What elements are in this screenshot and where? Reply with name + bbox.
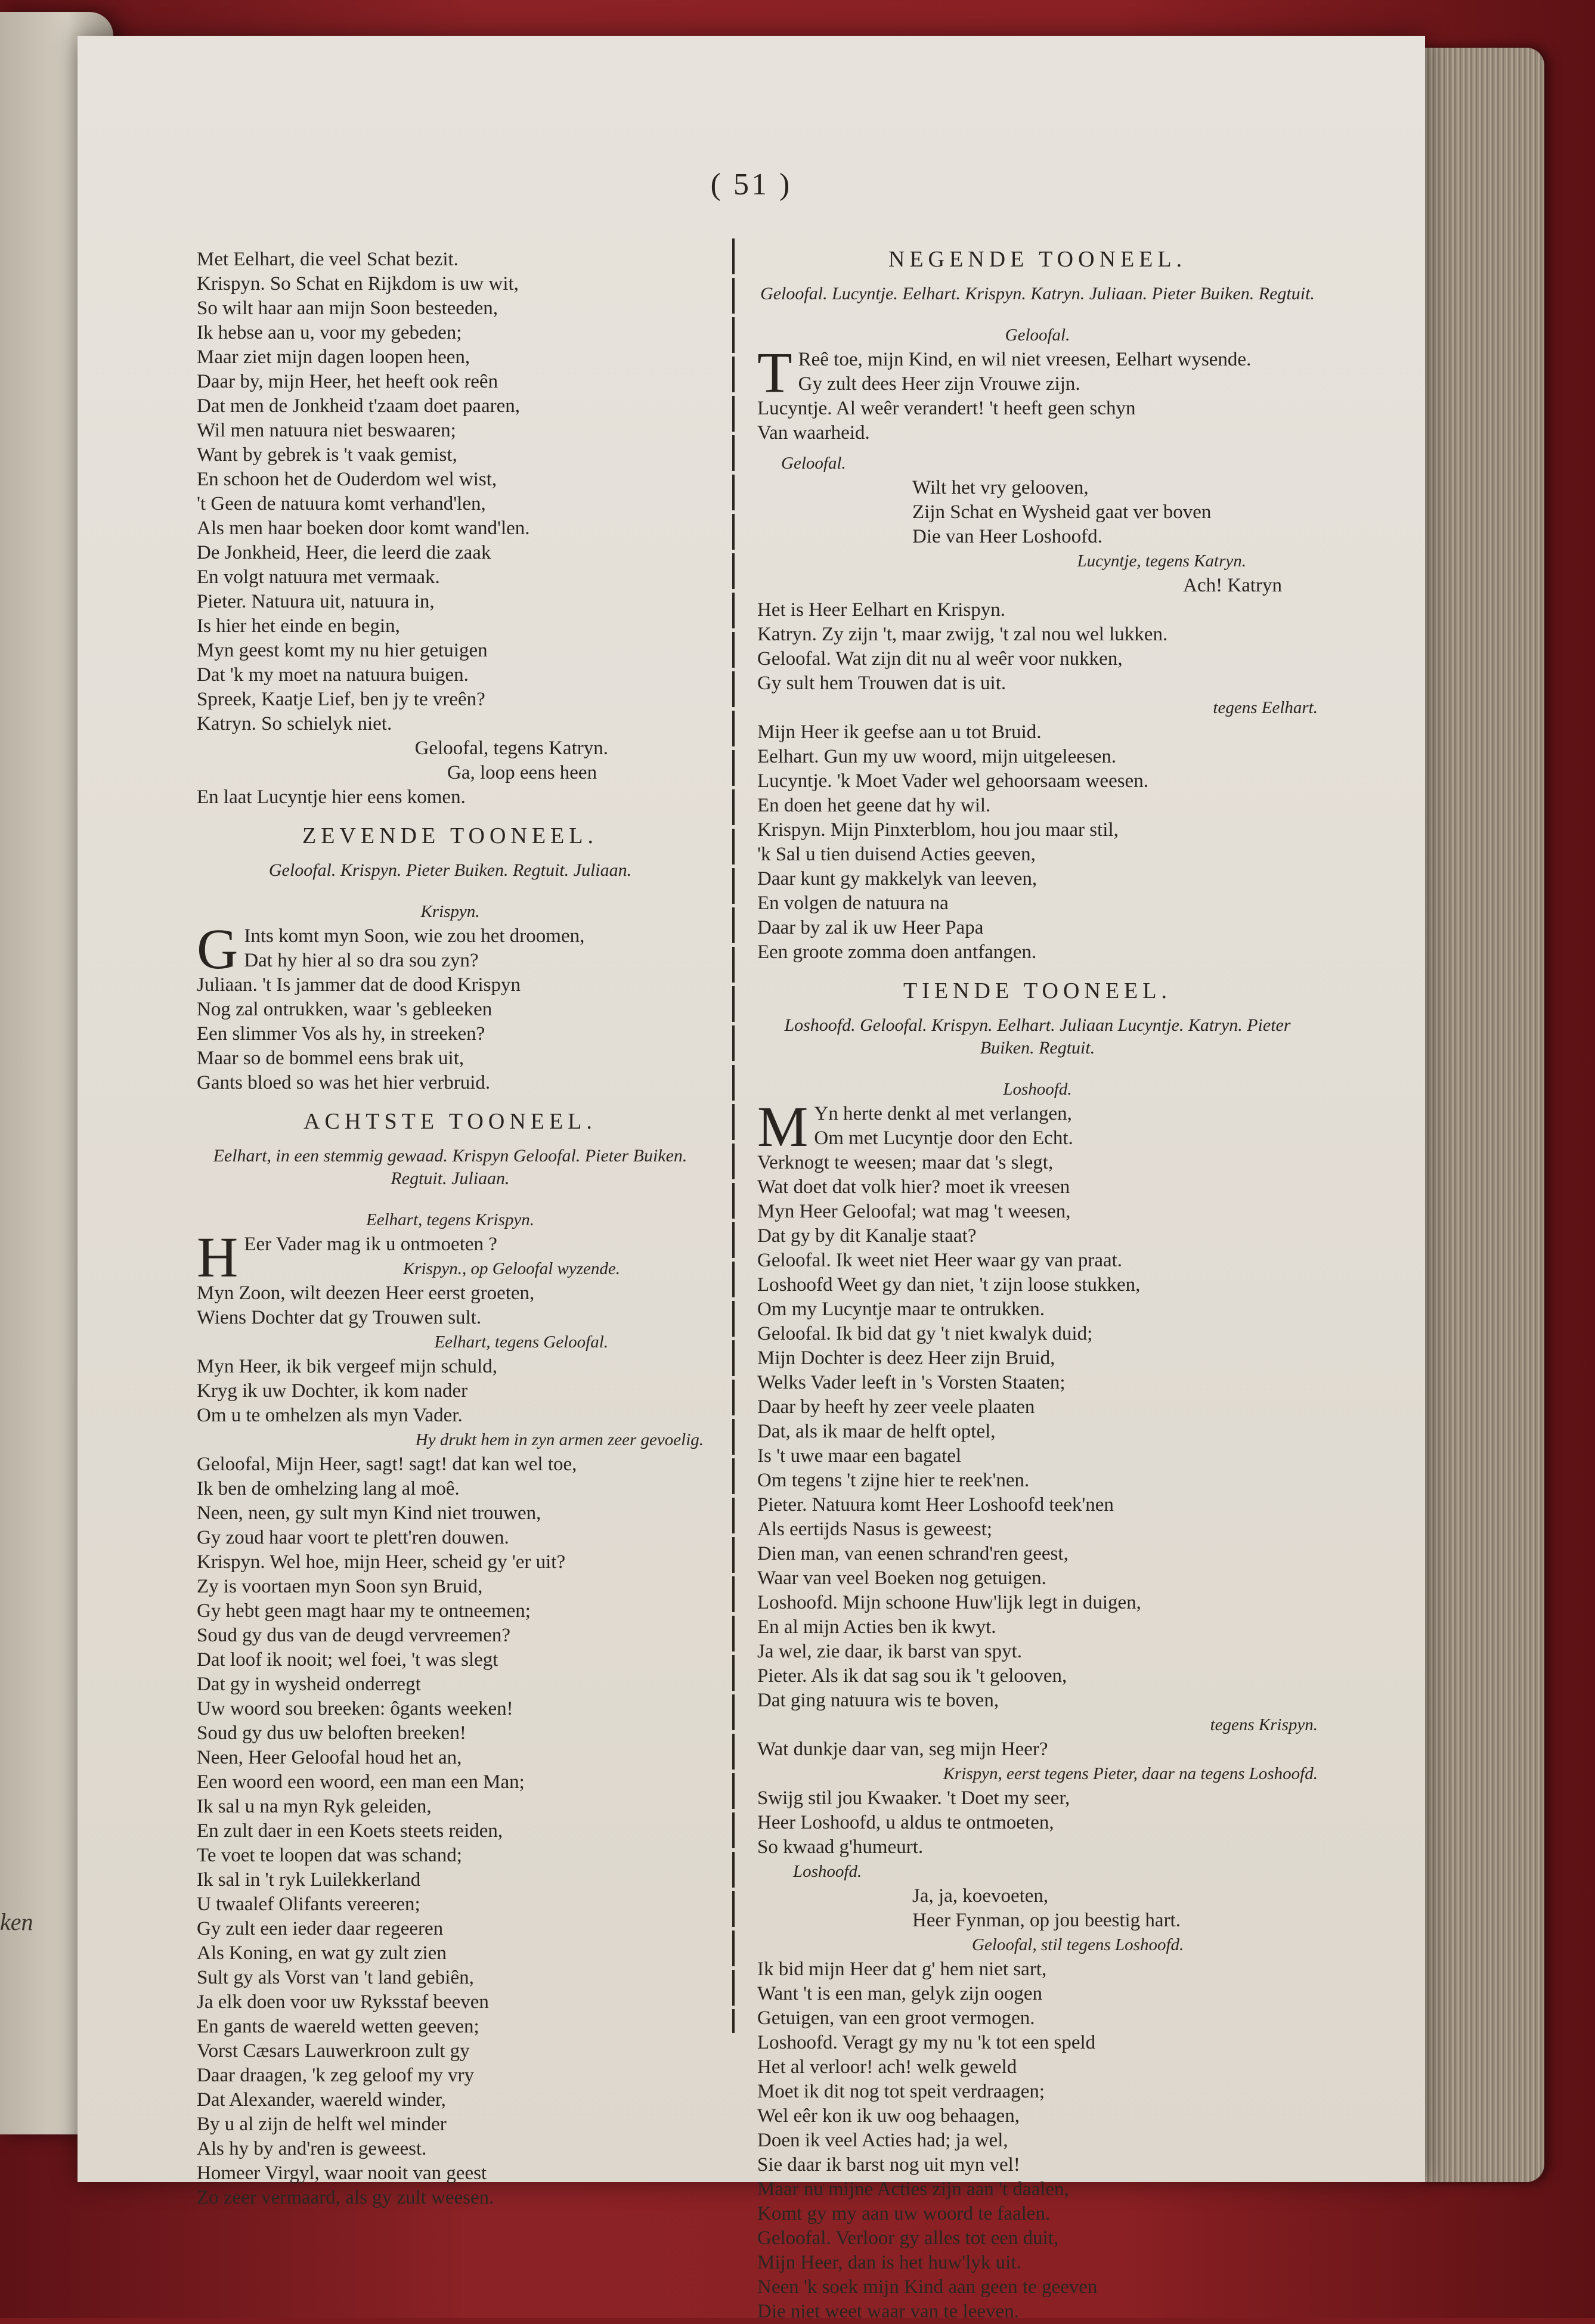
text-line: Zo zeer vermaard, als gy zult weesen. [197, 2187, 494, 2208]
text-line: Katryn. Zy zijn 't, maar zwijg, 't zal nou wel lukken. [757, 624, 1168, 645]
scene-10-cast: Loshoofd. Geloofal. Krispyn. Eelhart. Juliaan Lucyntje. Katryn. Pieter Buiken. Regtuit. [784, 1015, 1291, 1058]
text-line: Daar by zal ik uw Heer Papa [757, 917, 984, 938]
text-line: Ik hebse aan u, voor my gebeden; [197, 322, 462, 343]
speaker-label: Loshoofd. [1003, 1080, 1072, 1099]
text-line: Ja elk doen voor uw Ryksstaf beeven [197, 1991, 489, 2013]
text-line: Te voet te loopen dat was schand; [197, 1845, 462, 1866]
text-line: Daar kunt gy makkelyk van leeven, [757, 868, 1037, 890]
text-line: Het is Heer Eelhart en Krispyn. [757, 599, 1006, 621]
scene-7-lines [197, 917, 704, 1095]
text-line: Myn Heer Geloofal; wat mag 't weesen, [757, 1201, 1071, 1222]
intro-lines [197, 247, 704, 736]
stage-direction: tegens Eelhart. [1213, 698, 1318, 717]
scene-9-title: NEGENDE TOONEEL. [888, 247, 1187, 272]
text-line: 'k Sal u tien duisend Acties geeven, [757, 844, 1036, 865]
text-line: Sult gy als Vorst van 't land gebiên, [197, 1967, 474, 1988]
text-line: Dat, als ik maar de helft optel, [757, 1421, 996, 1442]
text-line: Dat loof ik nooit; wel foei, 't was slegt [197, 1649, 498, 1671]
text-line: Homeer Virgyl, waar nooit van geest [197, 2162, 487, 2184]
text-line: Want 't is een man, gelyk zijn oogen [757, 1983, 1043, 2004]
text-line: Maar nu mijne Acties zijn aan 't daalen, [757, 2179, 1069, 2200]
text-line: Katryn. So schielyk niet. [197, 713, 392, 735]
text-line: En zult daer in een Koets steets reiden, [197, 1820, 503, 1842]
speaker-label: Eelhart, tegens Krispyn. [366, 1210, 534, 1229]
text-line: Komt gy my aan uw woord te faalen. [757, 2203, 1051, 2224]
stage-direction: Geloofal, tegens Katryn. [414, 738, 608, 759]
text-line: Krispyn. Wel hoe, mijn Heer, scheid gy 'er uit? [197, 1551, 566, 1573]
text-line: Als Koning, en wat gy zult zien [197, 1942, 447, 1964]
text-line: Waar van veel Boeken nog getuigen. [757, 1567, 1046, 1589]
text-line: En gants de waereld wetten geeven; [197, 2016, 479, 2037]
scene-10-lines [757, 1737, 1318, 1762]
scene-10-lines [757, 1095, 1318, 1713]
right-column [757, 247, 1318, 2324]
text-line: Vorst Cæsars Lauwerkroon zult gy [197, 2040, 470, 2062]
text-line: Dien man, van eenen schrand'ren geest, [757, 1543, 1069, 1564]
text-line: So kwaad g'humeurt. [757, 1836, 924, 1858]
text-line: Want by gebrek is 't vaak gemist, [197, 444, 457, 466]
text-line: Eer Vader mag ik u ontmoeten ? [244, 1234, 497, 1255]
text-line: Een groote zomma doen antfangen. [757, 941, 1037, 963]
text-line: Dat ging natuura wis te boven, [757, 1690, 999, 1711]
text-line: Yn herte denkt al met verlangen, [814, 1103, 1072, 1124]
text-line: Zy is voortaen myn Soon syn Bruid, [197, 1576, 483, 1597]
text-line: Als hy by and'ren is geweest. [197, 2138, 427, 2159]
text-line: 't Geen de natuura komt verhand'len, [197, 493, 486, 515]
text-line: Eelhart. Gun my uw woord, mijn uitgeleesen. [757, 746, 1117, 767]
text-line: Die niet weet waar van te leeven. [757, 2301, 1019, 2322]
text-line: Maar ziet mijn dagen loopen heen, [197, 346, 470, 368]
text-line: Daar by heeft hy zeer veele plaaten [757, 1396, 1035, 1418]
text-line: Kryg ik uw Dochter, ik kom nader [197, 1380, 468, 1402]
text-line: Lucyntje. 'k Moet Vader wel gehoorsaam weesen. [757, 770, 1148, 792]
text-line: Die van Heer Loshoofd. [912, 526, 1102, 547]
text-line: Neen, Heer Geloofal houd het an, [197, 1747, 462, 1768]
stage-direction: tegens Krispyn. [1210, 1715, 1318, 1734]
stage-direction: Lucyntje, tegens Katryn. [1077, 551, 1246, 571]
text-line: Krispyn. Mijn Pinxterblom, hou jou maar stil, [757, 819, 1119, 841]
text-line: Dat gy in wysheid onderregt [197, 1674, 421, 1695]
text-line: Verknogt te weesen; maar dat 's slegt, [757, 1152, 1054, 1173]
left-page-fragment: ken [0, 1908, 33, 1935]
drop-cap: M [757, 1095, 809, 1158]
text-line: En doen het geene dat hy wil. [757, 795, 991, 816]
text-line: Dat hy hier al so dra sou zyn? [244, 950, 479, 971]
text-line: En schoon het de Ouderdom wel wist, [197, 469, 497, 490]
text-line: Daar draagen, 'k zeg geloof my vry [197, 2065, 474, 2086]
text-line: Van waarheid. [757, 422, 870, 444]
text-line: Gy zoud haar voort te plett'ren douwen. [197, 1527, 509, 1548]
book-page-edges [1419, 48, 1544, 2182]
text-line: En laat Lucyntje hier eens komen. [197, 786, 466, 808]
text-line: Neen, neen, gy sult myn Kind niet trouwen, [197, 1502, 541, 1524]
text-line: Heer Loshoofd, u aldus te ontmoeten, [757, 1812, 1054, 1833]
text-line: Gy zult dees Heer zijn Vrouwe zijn. [798, 373, 1080, 395]
text-line: Het al verloor! ach! welk geweld [757, 2056, 1017, 2078]
text-line: Geloofal. Verloor gy alles tot een duit, [757, 2227, 1059, 2249]
text-line: Een slimmer Vos als hy, in streeken? [197, 1023, 485, 1045]
text-line: Maar so de bommel eens brak uit, [197, 1048, 464, 1069]
text-line: Ik sal in 't ryk Luilekkerland [197, 1869, 421, 1891]
text-line: En al mijn Acties ben ik kwyt. [757, 1616, 996, 1638]
text-line: Wilt het vry gelooven, [912, 477, 1089, 498]
text-line: Soud gy dus van de deugd vervreemen? [197, 1625, 511, 1646]
text-line: Gy sult hem Trouwen dat is uit. [757, 673, 1006, 694]
scene-9-lines [757, 720, 1318, 965]
scene-8-cast: Eelhart, in een stemmig gewaad. Krispyn Geloofal. Pieter Buiken. Regtuit. Juliaan. [213, 1146, 687, 1188]
text-line: Gy hebt geen magt haar my te ontneemen; [197, 1600, 531, 1622]
stage-direction: Hy drukt hem in zyn armen zeer gevoelig. [415, 1430, 704, 1449]
text-line: Spreek, Kaatje Lief, ben jy te vreên? [197, 689, 485, 710]
drop-cap: T [757, 340, 792, 404]
text-line: Lucyntje. Al weêr verandert! 't heeft geen schyn [757, 398, 1136, 419]
text-line: Wat dunkje daar van, seg mijn Heer? [757, 1739, 1048, 1760]
stage-direction: Krispyn., op Geloofal wyzende. [402, 1259, 620, 1278]
text-line: Wil men natuura niet beswaaren; [197, 420, 456, 441]
text-line: Nog zal ontrukken, waar 's gebleeken [197, 999, 493, 1020]
scene-8-lines [197, 1452, 704, 2210]
drop-cap: H [197, 1225, 239, 1289]
text-line: Pieter. Natuura uit, natuura in, [197, 591, 435, 612]
text-line: Dat men de Jonkheid t'zaam doet paaren, [197, 395, 520, 417]
text-line: Ja, ja, koevoeten, [912, 1885, 1049, 1907]
scene-10-lines [757, 1786, 1318, 1860]
text-line: Neen 'k soek mijn Kind aan geen te geeven [757, 2276, 1098, 2298]
text-line: Doen ik veel Acties had; ja wel, [757, 2130, 1008, 2151]
text-line: Om my Lucyntje maar te ontrukken. [757, 1299, 1045, 1320]
scene-8-lines [197, 1281, 704, 1330]
speaker-label: Loshoofd. [793, 1862, 862, 1881]
text-line: By u al zijn de helft wel minder [197, 2114, 447, 2135]
text-line: Geloofal, Mijn Heer, sagt! sagt! dat kan wel toe, [197, 1454, 577, 1475]
speaker-label: Krispyn. [420, 902, 480, 921]
text-line: Als men haar boeken door komt wand'len. [197, 518, 530, 539]
text-line: Loshoofd. Veragt gy my nu 'k tot een speld [757, 2032, 1096, 2053]
text-line: Juliaan. 't Is jammer dat de dood Krispyn [197, 974, 521, 996]
scene-9-lines [757, 476, 1318, 549]
text-line: So wilt haar aan mijn Soon besteeden, [197, 298, 498, 319]
text-line: Als eertijds Nasus is geweest; [757, 1519, 993, 1540]
text-line: Welks Vader leeft in 's Vorsten Staaten; [757, 1372, 1066, 1393]
text-line: Sie daar ik barst nog uit myn vel! [757, 2154, 1020, 2176]
scene-7-title: ZEVENDE TOONEEL. [302, 823, 598, 848]
scene-10-lines [757, 1957, 1318, 2324]
text-line: Met Eelhart, die veel Schat bezit. [197, 249, 459, 270]
text-line: Een woord een woord, een man een Man; [197, 1771, 525, 1793]
text-line: Heer Fynman, op jou beestig hart. [912, 1910, 1181, 1931]
text-line: Geloofal. Wat zijn dit nu al weêr voor nukken, [757, 648, 1123, 670]
text-line: Myn Zoon, wilt deezen Heer eerst groeten, [197, 1282, 535, 1304]
scene-10-title: TIENDE TOONEEL. [903, 978, 1172, 1003]
text-line: Gants bloed so was het hier verbruid. [197, 1072, 491, 1093]
text-line: Myn geest komt my nu hier getuigen [197, 640, 488, 661]
text-line: De Jonkheid, Heer, die leerd die zaak [197, 542, 491, 563]
text-line: Dat Alexander, waereld winder, [197, 2089, 446, 2111]
scene-10-lines [757, 1884, 1318, 1933]
scene-8-lines [197, 1355, 704, 1428]
text-line: Daar by, mijn Heer, het heeft ook reên [197, 371, 498, 392]
text-line: Loshoofd. Mijn schoone Huw'lijk legt in duigen, [757, 1592, 1141, 1613]
text-line: Ga, loop eens heen [447, 762, 597, 783]
book-page [78, 36, 1425, 2322]
text-line: Krispyn. So Schat en Rijkdom is uw wit, [197, 273, 519, 295]
text-line: Geloofal. Ik bid dat gy 't niet kwalyk duid; [757, 1323, 1093, 1344]
text-line: Getuigen, van een groot vermogen. [757, 2007, 1035, 2029]
text-line: Dat 'k my moet na natuura buigen. [197, 664, 469, 686]
text-line: Is hier het einde en begin, [197, 615, 400, 637]
left-column [197, 247, 704, 2210]
text-line: Mijn Heer ik geefse aan u tot Bruid. [757, 721, 1042, 743]
text-line: Mijn Heer, dan is het huw'lyk uit. [757, 2252, 1021, 2273]
text-line: Ik ben de omhelzing lang al moê. [197, 1478, 460, 1499]
text-line: Dat gy by dit Kanalje staat? [757, 1225, 977, 1247]
text-line: Om met Lucyntje door den Echt. [814, 1127, 1073, 1149]
text-line: En volgen de natuura na [757, 893, 949, 914]
stage-direction: Eelhart, tegens Geloofal. [434, 1333, 608, 1352]
text-line: Wiens Dochter dat gy Trouwen sult. [197, 1307, 482, 1328]
text-line: Wel eêr kon ik uw oog behaagen, [757, 2105, 1020, 2127]
text-line: U twaalef Olifants vereeren; [197, 1894, 420, 1915]
stage-direction: Krispyn, eerst tegens Pieter, daar na tegens Loshoofd. [943, 1764, 1318, 1783]
text-line: Gy zult een ieder daar regeeren [197, 1918, 444, 1939]
page-number: ( 51 ) [710, 168, 792, 202]
scene-9-lines [757, 340, 1318, 445]
text-line: Loshoofd Weet gy dan niet, 't zijn loose stukken, [757, 1274, 1141, 1296]
scene-9-cast: Geloofal. Lucyntje. Eelhart. Krispyn. Katryn. Juliaan. Pieter Buiken. Regtuit. [760, 284, 1315, 303]
text-line: Ik bid mijn Heer dat g' hem niet sart, [757, 1959, 1047, 1980]
text-line: Myn Heer, ik bik vergeef mijn schuld, [197, 1356, 497, 1377]
text-line: Ints komt myn Soon, wie zou het droomen, [244, 925, 585, 947]
text-line: Is 't uwe maar een bagatel [757, 1445, 962, 1467]
text-line: Pieter. Als ik dat sag sou ik 't gelooven, [757, 1665, 1067, 1687]
text-line: Reê toe, mijn Kind, en wil niet vreesen, Eelhart wysende. [798, 349, 1252, 370]
text-line: En volgt natuura met vermaak. [197, 566, 440, 588]
text-line: Mijn Dochter is deez Heer zijn Bruid, [757, 1347, 1055, 1369]
text-line: Ja wel, zie daar, ik barst van spyt. [757, 1641, 1023, 1662]
text-line: Pieter. Natuura komt Heer Loshoofd teek'nen [757, 1494, 1114, 1516]
scene-9-lines [757, 598, 1318, 696]
text-line: Soud gy dus uw beloften breeken! [197, 1722, 466, 1744]
stage-direction: Geloofal, stil tegens Loshoofd. [972, 1935, 1184, 1954]
column-divider [732, 238, 735, 2033]
text-line: Swijg stil jou Kwaaker. 't Doet my seer, [757, 1787, 1070, 1809]
text-line: Om tegens 't zijne hier te reek'nen. [757, 1470, 1030, 1491]
text-line: Geloofal. Ik weet niet Heer waar gy van praat. [757, 1250, 1123, 1271]
text-line: Ik sal u na myn Ryk geleiden, [197, 1796, 432, 1817]
scene-7-cast: Geloofal. Krispyn. Pieter Buiken. Regtuit. Juliaan. [268, 860, 632, 880]
text-line: Uw woord sou breeken: ôgants weeken! [197, 1698, 513, 1719]
drop-cap: G [197, 917, 239, 981]
text-line: Om u te omhelzen als myn Vader. [197, 1405, 463, 1426]
scene-8-title: ACHTSTE TOONEEL. [303, 1109, 597, 1134]
speaker-label: Geloofal. [1005, 326, 1070, 345]
text-line: Moet ik dit nog tot speit verdraagen; [757, 2081, 1045, 2102]
speaker-label: Geloofal. [781, 454, 846, 473]
text-line: Ach! Katryn [1183, 575, 1282, 596]
text-line: Wat doet dat volk hier? moet ik vreesen [757, 1176, 1070, 1198]
text-line: Zijn Schat en Wysheid gaat ver boven [912, 501, 1212, 523]
